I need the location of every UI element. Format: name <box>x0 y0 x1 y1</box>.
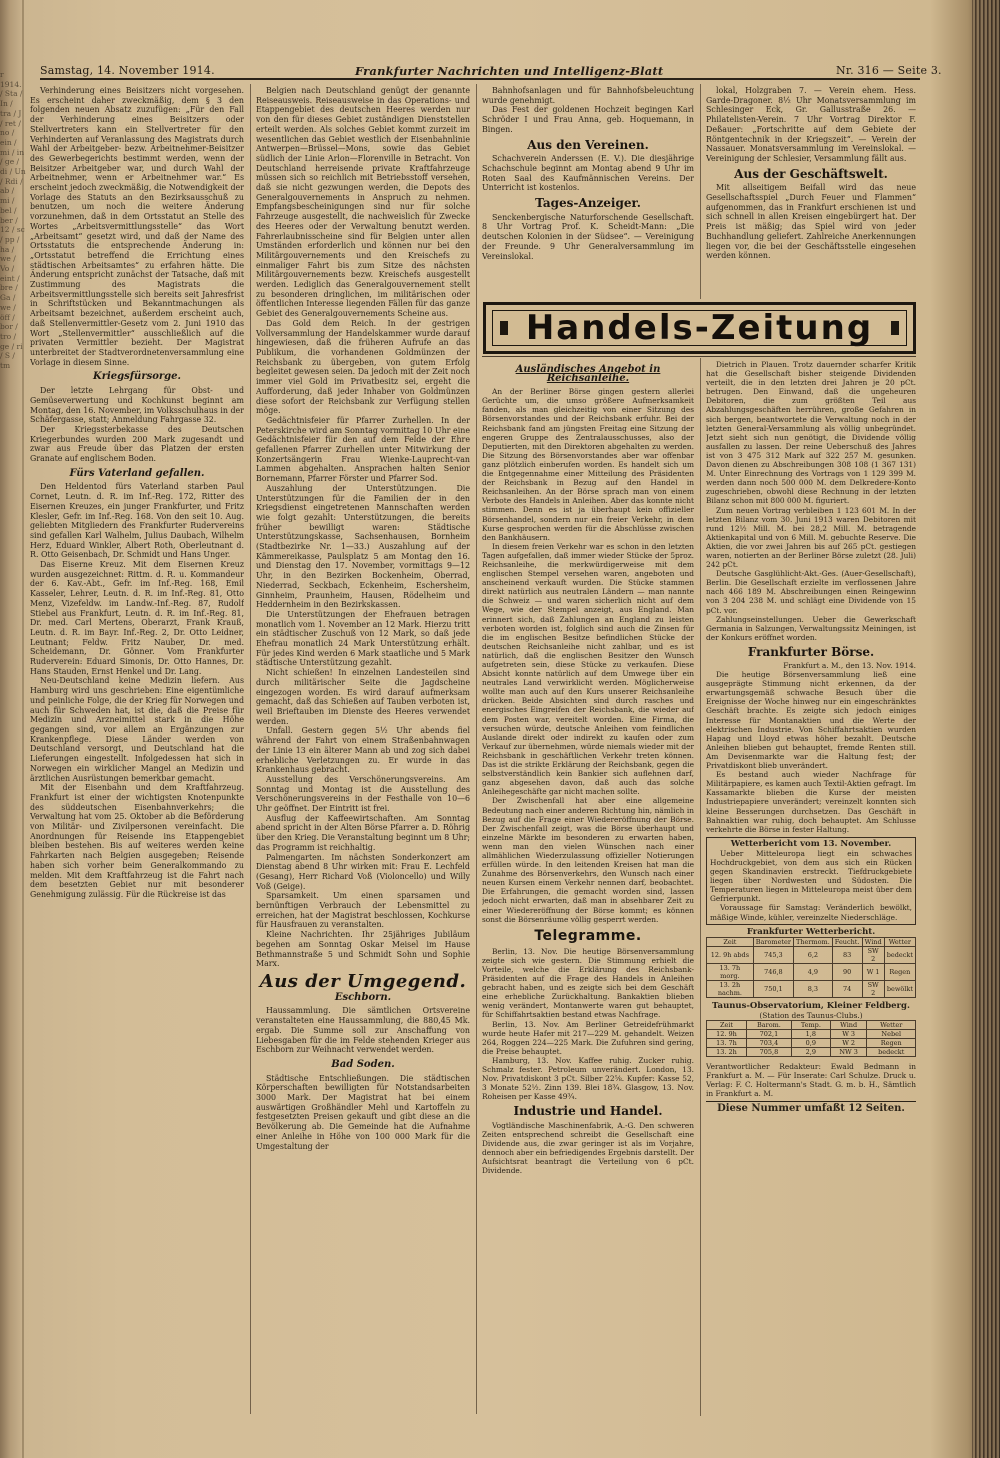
article-text: Der Zwischenfall hat aber eine allgemeine Bedeutung nach einer anderen Richtung hin, nämlich in Bezug auf die Frage einer Wiedereröffnung der Börse. Der Zwischenfall zeigt, was die Börse überhaupt und einzelne Märkte im besonderen zu erwarten haben, wenn man den vielen Wünschen nach einer allmählichen Wiederzulassung offizieller Notierungen erfüllen würde. In den leitenden Kreisen hat man die Zunahme des Börsenverkehrs, den Wunsch nach einer neuen Kursen einem Verkehr nennen darf, beobachtet. Die Erfahrungen, die gemacht worden sind, lassen jedoch nicht erwarten, daß man in absehbarer Zeit zu einer Wiedereröffnung der Börse kommt; es können sonst die Börsenräume völlig gesperrt werden. <box>482 796 694 924</box>
article-text: Palmengarten. Im nächsten Sonderkonzert am Dienstag abend 8 Uhr wirken mit: Frau E. Lechfeld (Gesang), Herr Richard Voß (Violoncello) und Willy Voß (Geige). <box>256 852 470 891</box>
article-text: Die heutige Börsenversammlung ließ eine ausgeprägte Stimmung nicht erkennen, da der erwartungsgemäß schwache Besuch über die Ereignisse der Woche hinweg nur ein eingeschränktes Geschäft brachte. Es zeigte sich jedoch einiges Interesse für Montanaktien und die Werte der elektrischen Industrie. Von Schiffahrtsaktien wurden Hapag und Lloyd etwas höher bezahlt. Deutsche Anleihen blieben gut behauptet, fremde Renten still. Am Devisenmarkte war die Haltung fest; der Privatdiskont blieb unverändert. <box>706 670 916 771</box>
article-text: Das Fest der goldenen Hochzeit begingen Karl Schröder I und Frau Anna, geb. Hoquemann, in Bingen. <box>482 105 694 134</box>
table-cell: 13. 2h nachm. <box>707 980 754 997</box>
article-text: lokal, Holzgraben 7. — Verein ehem. Hess. Garde-Dragoner. 8½ Uhr Monatsversammlung im Schlesinger Eck, Gr. Gallusstraße 26. — Philatelisten-Verein. 7 Uhr Vortrag Direktor F. Deßauer: „Fortschritte auf dem Gebiete der Röntgentechnik in der Kriegszeit“. — Verein der Nassauer. Monatsversammlung im Vereinslokal. — Vereinigung der Schlesier, Versammlung fällt aus. <box>706 86 916 163</box>
table-cell: SW 2 <box>862 980 884 997</box>
article-text: Belgien nach Deutschland genügt der genannte Reiseausweis. Reiseausweise in das Operations- und Etappengebiet des deutschen Heeres werden nur von den für dieses Gebiet zuständigen Dienststellen erteilt werden. Als solches Gebiet kommt zurzeit im wesentlichen das Gebiet westlich der Eisenbahnlinie Antwerpen—Brüssel—Mons, sowie das Gebiet südlich der Linie Arlon—Florenville in Betracht. Von Deutschland herreisende private Kraftfahrzeuge müssen sich so reichlich mit Betriebsstoff versehen, daß sie nicht gezwungen werden, die Depots des Generalgouvernements in Anspruch zu nehmen. Empfangsbescheinigungen sind nur für solche Fahrzeuge ausgestellt, die nachweislich für Zwecke des Heeres oder der Verwaltung benutzt werden. Fahrerlaubnisscheine sind für Belgien unter allen Umständen erforderlich und können nur bei den Militärgouvernements und den Kreischefs zu einmaliger Fahrt bis zum Sitze des nächsten Militärgouvernements bezw. Kreischefs ausgestellt werden. Lediglich das Generalgouvernement stellt zu besonderen dringlichen, im militärischen oder öffentlichen Interesse liegenden Fällen für das ganze Gebiet des Generalgouvernements Scheine aus. <box>256 86 470 319</box>
article-text: Kleine Nachrichten. Ihr 25jähriges Jubiläum begehen am Sonntag Oskar Meisel im Hause Bethmannstraße 5 und Schmidt Sohn und Sophie Marx. <box>256 930 470 969</box>
table-cell: 12. 9h <box>707 1029 747 1038</box>
table-cell: 12. 9h abds <box>707 946 754 963</box>
article-text: Bahnhofsanlagen und für Bahnhofsbeleuchtung wurde genehmigt. <box>482 86 694 105</box>
table-cell: 702,1 <box>746 1029 791 1038</box>
article-text: Auszahlung der Unterstützungen. Die Unterstützungen für die Familien der in den Kriegsdienst eingetretenen Mannschaften werden wie folgt gezahlt: Unterstützungen, die bereits früher bewilligt waren: Städtische Unterstützungskasse, Sachsenhausen, Bornheim (Stadtbezirke Nr. 1—33.) Auszahlung auf der Kämmereikasse, Paulsplatz 5 am Montag den 16. und Dienstag den 17. November, vormittags 9—12 Uhr, in den Bezirken Bockenheim, Oberrad, Niederrad, Seckbach, Eckenheim, Eschersheim, Ginnheim, Praunheim, Hausen, Rödelheim und Heddernheim in den Bezirkskassen. <box>256 483 470 610</box>
table-cell: 0,9 <box>791 1038 830 1047</box>
table-cell: 1,8 <box>791 1029 830 1038</box>
section-heading: Kriegsfürsorge. <box>93 371 181 383</box>
banner-frame <box>492 310 907 346</box>
weather-heading: Wetterbericht vom 13. November. <box>730 838 892 849</box>
footer-note: Diese Nummer umfaßt 12 Seiten. <box>706 1101 916 1113</box>
table-cell: bedeckt <box>867 1047 916 1056</box>
table-cell: 13. 7h <box>707 1038 747 1047</box>
table-header-cell: Barometer <box>753 937 793 946</box>
table-cell: SW 2 <box>862 946 884 963</box>
column-3-handels <box>482 360 694 1418</box>
article-text: Vogtländische Maschinenfabrik, A.-G. Den schweren Zeiten entsprechend schreibt die Gesellschaft eine Dividende aus, die zwar geringer ist als im Vorjahre, dennoch aber ein befriedigendes Ergebnis darstellt. Der Aufsichtsrat beantragt die Verteilung von 6 pCt. Dividende. <box>482 1120 694 1175</box>
table-header-row <box>707 1020 916 1029</box>
article-text: Der Kriegssterbekasse des Deutschen Kriegerbundes wurden 200 Mark zugesandt und zwar aus Freude über das Platzen der ersten Granate auf englischem Boden. <box>30 424 244 464</box>
table-cell: W 3 <box>830 1029 867 1038</box>
table-header-cell: Thermom. <box>794 937 833 946</box>
table-cell: 8,3 <box>794 980 833 997</box>
article-text: Deutsche Gasglühlicht-Akt.-Ges. (Auer-Gesellschaft), Berlin. Die Gesellschaft erzielte im verflossenen Jahre nach 466 189 M. Abschreibungen einen Reingewinn von 3 204 238 M. und schlägt eine Dividende von 15 pCt. vor. <box>706 569 916 615</box>
table-row <box>707 963 916 980</box>
left-margin-fragment: r 1914. / Sta / In / tra / J / ret / no / ein / mi / in / ge / di / Un / Rdi / ab / mi / bel / ber / 12 / sc / pp / ha / we / Vo / eint / bre / Ga / we / öff / bor / tro / ge / ri / S / tm <box>0 70 26 371</box>
table-cell: 703,4 <box>746 1038 791 1047</box>
table-header-cell: Wind <box>862 937 884 946</box>
table-cell: bewölkt <box>884 980 915 997</box>
article-text: Der letzte Lehrgang für Obst- und Gemüseverwertung und Kochkunst beginnt am Montag, den 16. November, im Volksschulhaus in der Schäfergasse, statt; Anmeldung Fahrgasse 32. <box>30 386 244 425</box>
section-heading: Industrie und Handel. <box>513 1104 663 1119</box>
table-row <box>707 1047 916 1056</box>
table-cell: 13. 2h <box>707 1047 747 1056</box>
taunus-heading: Taunus-Observatorium, Kleiner Feldberg. <box>712 1000 910 1011</box>
section-heading-large: Aus der Umgegend. <box>259 970 467 992</box>
banner-title: Handels-Zeitung <box>525 308 874 348</box>
section-heading: Aus der Geschäftswelt. <box>734 166 888 181</box>
page-number: Nr. 316 — Seite 3. <box>836 64 942 77</box>
article-text: Zum neuen Vortrag verbleiben 1 123 601 M. In der letzten Bilanz vom 30. Juni 1913 waren Debitoren mit rund 12½ Mill. M. bei 28,2 Mill. M. betragende Aktienkapital und von 6 Mill. M. gebuchte Reserve. Die Aktien, die vor zwei Jahren bis auf 265 pCt. gestiegen waren, notierten an der Berliner Börse zuletzt (28. Juli) 242 pCt. <box>706 505 916 570</box>
article-text: Ausstellung des Verschönerungsvereins. Am Sonntag und Montag ist die Ausstellung des Verschönerungsvereins in der Festhalle von 10—6 Uhr geöffnet. Der Eintritt ist frei. <box>256 774 470 814</box>
column-4-handels <box>706 360 916 1418</box>
table-cell: Regen <box>884 963 915 980</box>
column-3-top <box>482 86 694 298</box>
section-heading: Fürs Vaterland gefallen. <box>69 467 205 479</box>
article-text: Den Heldentod fürs Vaterland starben Paul Cornet, Leutn. d. R. im Inf.-Reg. 172, Ritter des Eisernen Kreuzes, ein junger Frankfurter, und Fritz Klesler, Gefr. im Inf.-Reg. 168. Von den seit 10. Aug. geliebten Mitgliedern des Frankfurter Rudervereins sind gefallen Karl Walhelm, Julius Daubach, Wilhelm Herz, Eduard Winkler, Albert Roth, Oberleutnant d. R. Otto Geisenbach, Dr. Schmidt und Hans Unger. <box>30 482 244 560</box>
frankfurt-weather-table <box>706 937 916 998</box>
article-text: Berlin, 13. Nov. Am Berliner Getreidefrühmarkt wurde heute Hafer mit 217—229 M. gehandelt. Weizen 264, Roggen 224—225 Mark. Die Zufuhren sind gering, die Preise behauptet. <box>482 1019 694 1056</box>
table-cell: 746,8 <box>753 963 793 980</box>
table-header-cell: Feucht. <box>832 937 862 946</box>
table-header-cell: Zeit <box>707 1020 747 1029</box>
table-cell: W 1 <box>862 963 884 980</box>
section-heading: Tages-Anzeiger. <box>535 196 641 211</box>
column-4-top <box>706 86 916 296</box>
table-cell: bedeckt <box>884 946 915 963</box>
article-text: Verhinderung eines Beisitzers nicht vorgesehen. Es erscheint daher zweckmäßig, dem § 3 den folgenden neuen Absatz zuzufügen: „Für den Fall der Verhinderung eines Beisitzers oder Stellvertreters kann ein Stellvertreter für den Verhinderten auf Veranlassung des Magistrats durch Wahl der Arbeitgeber- bezw. Arbeitnehmer-Beisitzer des Gewerbegerichts bestimmt werden, wenn der Beisitzer Arbeitgeber war, und durch Wahl der Arbeitnehmer, wenn er Arbeitnehmer war.“ Es erscheint jedoch zweckmäßig, die Notwendigkeit der Vorlage des Statuts an den Bezirksausschuß zu benutzen, um noch die weitere Änderung vorzunehmen, daß in dem Ortsstatut an Stelle des Wortes „Arbeitsvermittlungsstelle“ das Wort „Arbeitsamt“ gesetzt wird, und daß der Name des Ortsstatuts die entsprechende Änderung in: „Ortsstatut betreffend die Errichtung eines städtischen Arbeitsamtes“ zu erfahren hätte. Die Änderung entspricht zunächst der Tatsache, daß mit Zustimmung des Magistrats die Arbeitsvermittlungsstelle sich bereits seit Jahresfrist in Schriftstücken und Bekanntmachungen als Arbeitsamt bezeichnet, außerdem erscheint auch, daß Stellenvermittler-Gesetz vom 2. Juni 1910 das Wort „Stellenvermittler“ ausschließlich auf die privaten Vermittler bezieht. Der Magistrat unterbreitet der Stadtverordnetenversammlung eine Vorlage in diesem Sinne. <box>30 86 244 367</box>
article-heading: Ausländisches Angebot in Reichsanleihe. <box>515 364 661 385</box>
section-heading: Frankfurter Börse. <box>747 644 875 659</box>
table-header-cell: Wind <box>830 1020 867 1029</box>
column-rule <box>250 84 251 1414</box>
section-heading: Aus den Vereinen. <box>527 137 649 152</box>
banner-ornament-left <box>500 321 508 335</box>
section-rule <box>482 356 916 357</box>
article-text: Dietrich in Plauen. Trotz dauernder scharfer Kritik hat die Gesellschaft bisher steigende Dividenden verteilt, die in den letzten drei Jahren je 20 pCt. betrugen. Den Einwand, daß die ungeheuren Debitoren, die zum größten Teil aus Abzahlungsgeschäften herrühren, große Gefahren in sich bergen, beantwortete die Verwaltung noch in der letzten General-Versammlung als völlig unbegründet. Jetzt sieht sich nun genötigt, die Dividende völlig ausfallen zu lassen. Der reine Ueberschuß des Jahres ist von 3 475 312 Mark auf 322 257 M. gesunken. Davon dienen zu Abschreibungen 308 108 (1 367 131) M. Unter Einrechnung des Vortrags von 1 129 399 M. werden dann noch 500 000 M. dem Delkredere-Konto zugeschrieben, obwohl diese Rechnung in der letzten Bilanz schon mit 800 000 M. figuriert. <box>706 360 916 506</box>
table-cell: 83 <box>832 946 862 963</box>
table-cell: W 2 <box>830 1038 867 1047</box>
masthead: Frankfurter Nachrichten und Intelligenz-Blatt <box>355 64 664 78</box>
header-date: Samstag, 14. November 1914. <box>40 64 215 77</box>
article-text: Gedächtnisfeier für Pfarrer Zurhellen. In der Peterskirche wird am Sonntag vormittag 10 Uhr eine Gedächtnisfeier für den auf dem Felde der Ehre gefallenen Pfarrer Zurhellen unter Mitwirkung der Konzertsängerin Frau Wienke-Lauprecht-van Lammen abgehalten. Ansprachen halten Senior Bornemann, Pfarrer Förster und Pfarrer Sod. <box>256 415 470 484</box>
table-cell: 2,9 <box>791 1047 830 1056</box>
handels-zeitung-banner <box>483 302 916 354</box>
table-cell: Regen <box>867 1038 916 1047</box>
table-cell: 13. 7h morg. <box>707 963 754 980</box>
table-cell: 74 <box>832 980 862 997</box>
article-text: Neu-Deutschland keine Medizin liefern. Aus Hamburg wird uns geschrieben: Eine eigentümliche und peinliche Folge, die der Krieg für Norwegen und auch für Schweden hat, ist die, daß die Preise für Medizin und Arzneimittel stark in die Höhe gegangen sind, vor allem an Ergänzungen zur Krankenpflege. Diese Länder werden von Deutschland versorgt, und Deutschland hat die Lieferungen eingestellt. Infolgedessen hat sich in Norwegen ein wirklicher Mangel an Medizin und ärztlichen Ausrüstungen bemerkbar gemacht. <box>30 676 244 783</box>
table-cell: 6,2 <box>794 946 833 963</box>
table-header-cell: Zeit <box>707 937 754 946</box>
article-text: Mit allseitigem Beifall wird das neue Gesellschaftsspiel „Durch Feuer und Flammen“ aufgenommen, das in Frankfurt erschienen ist und sich schnell in allen Kreisen eingebürgert hat. Der Preis ist mäßig; das Spiel wird von jeder Buchhandlung geliefert. Zahlreiche Anerkennungen liegen vor, die bei der Geschäftsstelle eingesehen werden können. <box>706 183 916 261</box>
article-text: Hamburg, 13. Nov. Kaffee ruhig. Zucker ruhig. Schmalz fester. Petroleum unverändert. London, 13. Nov. Privatdiskont 3 pCt. Silber 22⅝. Kupfer: Kasse 52, 3 Monate 52½. Zinn 139. Blei 18¾. Glasgow, 13. Nov. Roheisen per Kasse 49¾. <box>482 1055 694 1102</box>
column-rule <box>476 84 477 1414</box>
article-text: Zahlungseinstellungen. Ueber die Gewerkschaft Germania in Salzungen, Verwaltungssitz Meiningen, ist der Konkurs eröffnet worden. <box>706 614 916 642</box>
article-text: Es bestand auch wieder Nachfrage für Militärpapiere, es kamen auch Textil-Aktien gefragt. Im Kassamarkte blieben die Kurse der meisten Industriepapiere unverändert; vereinzelt konnten sich kleine Besserungen durchsetzen. Das Geschäft in Bahnaktien war ruhig, doch behauptet. Am Schlusse verkehrte die Börse in fester Haltung. <box>706 770 916 834</box>
table-header-cell: Barom. <box>746 1020 791 1029</box>
article-text: Berlin, 13. Nov. Die heutige Börsenversammlung zeigte sich wie gestern. Die Stimmung erhielt die Vorteile, welche die Erklärung des Reichsbank-Präsidenten auf die Frage des Handels in Anleihen gebracht haben, und es zeigte sich bei dem Geschäft eine erhebliche Zurückhaltung. Bankaktien blieben wenig verändert, Montanwerte waren gut behauptet, für Schiffahrtsaktien bestand etwas Nachfrage. <box>482 946 694 1020</box>
table-row <box>707 1038 916 1047</box>
table-header-cell: Wetter <box>884 937 915 946</box>
article-text: Haussammlung. Die sämtlichen Ortsvereine veranstalteten eine Haussammlung, die 880,45 Mk. ergab. Die Summe soll zur Anschaffung von Liebesgaben für die im Felde stehenden Krieger aus Eschborn zur Weihnacht verwendet werden. <box>256 1006 470 1055</box>
weather-box <box>706 837 916 925</box>
table-row <box>707 946 916 963</box>
subsection-heading: Bad Soden. <box>331 1058 395 1070</box>
article-text: Städtische Entschließungen. Die städtischen Körperschaften bewilligten für Notstandsarbeiten 3000 Mark. Der Magistrat hat bei einem auswärtigen Großhändler Mehl und Kartoffeln zu festgesetzten Preisen gekauft und gibt diese an die Bevölkerung ab. Die Gemeinde hat die Aufnahme einer Anleihe in Höhe von 100 000 Mark für die Umgestaltung der <box>256 1073 470 1151</box>
article-text: Unfall. Gestern gegen 5½ Uhr abends fiel während der Fahrt von einem Straßenbahnwagen der Linie 13 ein älterer Mann ab und zog sich dabei erhebliche Verletzungen zu. Er wurde in das Krankenhaus gebracht. <box>256 726 470 775</box>
article-text: Die Unterstützungen der Ehefrauen betragen monatlich vom 1. November an 12 Mark. Hierzu tritt ein städtischer Zuschuß von 12 Mark, so daß jede Ehefrau monatlich 24 Mark Unterstützung erhält. Für jedes Kind werden 6 Mark staatliche und 5 Mark städtische Unterstützung gezahlt. <box>256 609 470 668</box>
article-text: Das Eiserne Kreuz. Mit dem Eisernen Kreuz wurden ausgezeichnet: Rittm. d. R. u. Kommandeur der 6. Kav.-Abt., Gefr. im Inf.-Reg. 168, Emil Kasseler, Lehrer, Leutn. d. R. im Inf.-Reg. 81, Otto Menz, Vizefeldw. im Landw.-Inf.-Reg. 87, Rudolf Stiebel aus Frankfurt, Leutn. d. R. im Inf.-Reg. 81, Dr. med. Carl Mertens, Oberarzt, Frank Krauß, Leutn. d. R. im Bayr. Inf.-Reg. 2, Dr. Otto Leidner, Leutnant; Feldw. Fritz Nauber, Dr. med. Scheidemann, Dr. Gönner. Vom Frankfurter Ruderverein: Eduard Simonis, Dr. Otto Hannes, Dr. Hans Stauden, Ernst Henkel und Dr. Lang. <box>30 560 244 676</box>
article-text: Nicht schießen! In einzelnen Landesteilen sind durch militärischer Seite die Jagdscheine eingezogen worden. Es wird darauf aufmerksam gemacht, daß das Schießen auf Tauben verboten ist, weil Brieftauben im Dienste des Heeres verwendet werden. <box>256 668 470 726</box>
article-text: Schachverein Anderssen (E. V.). Die diesjährige Schachschule beginnt am Montag abend 9 Uhr im Roten Saal des Kaufmännischen Vereins. Der Unterricht ist kostenlos. <box>482 154 694 193</box>
column-1 <box>30 86 244 1416</box>
column-rule <box>700 358 701 1416</box>
table-header-row <box>707 937 916 946</box>
taunus-subheading: (Station des Taunus-Clubs.) <box>759 1010 863 1020</box>
table-header-cell: Temp. <box>791 1020 830 1029</box>
section-heading: Telegramme. <box>534 927 642 944</box>
table-cell: 4,9 <box>794 963 833 980</box>
header-rule <box>40 78 920 80</box>
weather-text: Ueber Mitteleuropa liegt ein schwaches Hochdruckgebiet, von dem aus sich ein Rücken gegen Skandinavien erstreckt. Tiefdruckgebiete liegen über Nordwesten und Südosten. Die Temperaturen liegen in Mitteleuropa meist über dem Gefrierpunkt. <box>710 848 912 904</box>
article-text: In diesem freien Verkehr war es schon in den letzten Tagen aufgefallen, daß immer wieder Stücke der 5proz. Reichsanleihe, die merkwürdigerweise mit dem englischen Stempel versehen waren, angeboten und anscheinend verkauft wurden. Die Stücke stammen direkt natürlich aus neutralen Ländern — man nannte die Schweiz — und waren sicherlich nicht auf dem Wege, wie der Stempel anzeigt, aus England. Man erinnert sich, daß Zahlungen an England zu leisten verboten worden ist, folglich sind auch die Zinsen für die im englischen Besitze befindlichen Stücke der deutschen Reichsanleihe nicht zahlbar, und es ist natürlich, daß die englischen Besitzer den Wunsch aufgetreten sein, diese Stücke zu verkaufen. Diese Absicht konnte natürlich auf dem Umwege über ein neutrales Land verwirklicht werden. Möglicherweise wollte man auch auf den Kurs unserer Reichsanleihe drücken. Beide Absichten sind durch rasches und energisches Eingreifen der Reichsbank, die wieder auf dem Posten war, vereitelt worden. Eine Firma, die versuchen würde, deutsche Anleihen vom feindlichen Auslande direkt oder indirekt zu kaufen oder zum Verkauf zur übernehmen, würde niemals wieder mit der Reichsbank in geschäftlichen Verkehr treten können. Das ist die strikte Erklärung der Reichsbank, gegen die selbstverständlich kein Bankier sich auflehnen darf, ganz abgesehen davon, daß auch das solche Anleihegeschäfte gar nicht machen sollte. <box>482 541 694 797</box>
subsection-heading: Eschborn. <box>334 991 392 1003</box>
article-text: An der Berliner Börse gingen gestern allerlei Gerüchte um, die umso größere Aufmerksamkeit fanden, als man gleichzeitig von einer Sitzung des Börsenvorstandes und der Reichsbank erfuhr. Bei der Reichsbank fand am jüngsten Freitag eine Sitzung der engeren Gruppe des Zentralausschusses, also der Deputierten, mit den Direktoren abgehalten zu werden. Die Sitzung des Börsenvorstandes aber war offenbar ganz plötzlich einberufen worden. Es handelt sich um die Entgegennahme einer Mitteilung des Präsidenten der Reichsbank in Bezug auf den Handel in Reichsanleihen. An der Börse sprach man von einem Verbote des Handels in Anleihen. Aber das konnte nicht stimmen. Denn es ist ja überhaupt kein offizieller Börsenhandel, sondern nur ein freier Verkehr, in dem Kurse gesprochen werden für die Abschlüsse zwischen den Bankhäusern. <box>482 387 694 542</box>
table-cell: 745,3 <box>753 946 793 963</box>
article-text: Sparsamkeit. Um einen sparsamen und bernünftigen Verbrauch der Lebensmittel zu erreichen, hat der Magistrat beschlossen, Kochkurse für Hausfrauen zu veranstalten. <box>256 891 470 930</box>
table-cell: Nebel <box>867 1029 916 1038</box>
table-row <box>707 1029 916 1038</box>
article-text: Senckenbergische Naturforschende Gesellschaft. 8 Uhr Vortrag Prof. K. Scheidt-Mann: „Die deutschen Kolonien in der Südsee“. — Vereinigung der Freunde. 9 Uhr Generalversammlung im Vereinslokal. <box>482 212 694 261</box>
table-cell: 705,8 <box>746 1047 791 1056</box>
table-cell: 750,1 <box>753 980 793 997</box>
imprint: Verantwortlicher Redakteur: Ewald Bedmann in Frankfurt a. M. — Für Inserate: Carl Schulze. Druck u. Verlag: F. C. Holtermann's Stadt. G. m. b. H., Sämtlich in Frankfurt a. M. <box>706 1061 916 1099</box>
article-text: Ausflug der Kaffeewirtschaften. Am Sonntag abend spricht in der Alten Börse Pfarrer a. D. Röhrig über den Krieg. Die Veranstaltung beginnt um 8 Uhr; das Programm ist reichhaltig. <box>256 813 470 852</box>
page-edge-stack <box>972 0 1000 1458</box>
table-cell: 90 <box>832 963 862 980</box>
table-cell: NW 3 <box>830 1047 867 1056</box>
weather-forecast: Voraussage für Samstag: Veränderlich bewölkt, mäßige Winde, kühler, vereinzelte Niederschläge. <box>710 903 912 922</box>
article-text: Das Gold dem Reich. In der gestrigen Vollversammlung der Handelskammer wurde darauf hingewiesen, daß die früheren Aufrufe an das Publikum, die vorhandenen Goldmünzen der Reichsbank zu übergeben, von gutem Erfolg begleitet gewesen seien. Da jedoch mit der Zeit noch immer viel Gold im Privatbesitz sei, ergeht die Aufforderung, daß jeder Inhaber von Goldmünzen diese sofort der Reichsbank zur Verfügung stellen möge. <box>256 318 470 416</box>
banner-ornament-right <box>891 321 899 335</box>
article-text: Mit der Eisenbahn und dem Kraftfahrzeug. Frankfurt ist einer der wichtigsten Knotenpunkte des süddeutschen Eisenbahnverkehrs; die Verwaltung hat vom 25. Oktober ab die Beförderung von Militär- und Zivilpersonen vereinfacht. Die Anordnungen für Reisende ins Etappengebiet bleiben bestehen. Bis auf weiteres werden keine Fahrkarten nach Belgien ausgegeben; Reisende haben sich vorher beim Generalkommando zu melden. Mit dem Kraftfahrzeug ist die Fahrt nach dem besetzten Gebiet nur mit besonderer Genehmigung zulässig. Für die Rückreise ist das <box>30 783 244 899</box>
frankfurt-weather-heading: Frankfurter Wetterbericht. <box>746 926 876 937</box>
dateline: Frankfurt a. M., den 13. Nov. 1914. <box>783 661 916 670</box>
column-2 <box>256 86 470 1416</box>
column-rule <box>700 84 701 299</box>
table-header-cell: Wetter <box>867 1020 916 1029</box>
table-row <box>707 980 916 997</box>
taunus-weather-table <box>706 1020 916 1057</box>
